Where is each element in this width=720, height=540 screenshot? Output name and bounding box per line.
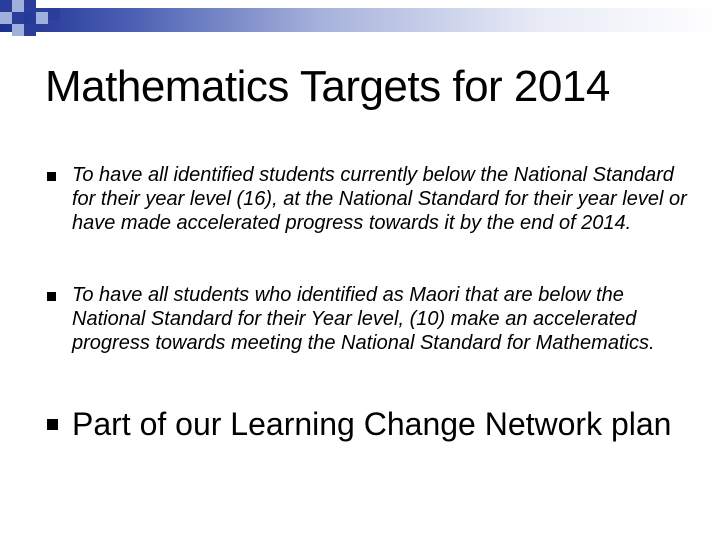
square-bullet-icon [47,419,58,430]
header-gradient-band [0,8,720,32]
decor-square [24,0,36,12]
bullet-text: To have all students who identified as Maori that are below the National Standard for their Year level, (10) make an accelerated progress towards meeting the National Standard for Mathematics. [72,284,655,354]
slide-title: Mathematics Targets for 2014 [45,62,610,111]
bullet-text: To have all identified students currently below the National Standard for their year level (16), at the National Standard for their year level or have made accelerated progress towards it by the end of 2014. [72,164,687,234]
decor-square [36,12,48,24]
decor-square [0,12,12,24]
decor-square [12,0,24,12]
decor-square [0,0,12,12]
bullet-text: Part of our Learning Change Network plan [72,406,672,442]
square-bullet-icon [47,292,56,301]
decor-square [24,24,36,36]
decor-square [12,12,24,24]
square-bullet-icon [47,172,56,181]
decor-square [12,24,24,36]
decor-square [48,8,60,20]
